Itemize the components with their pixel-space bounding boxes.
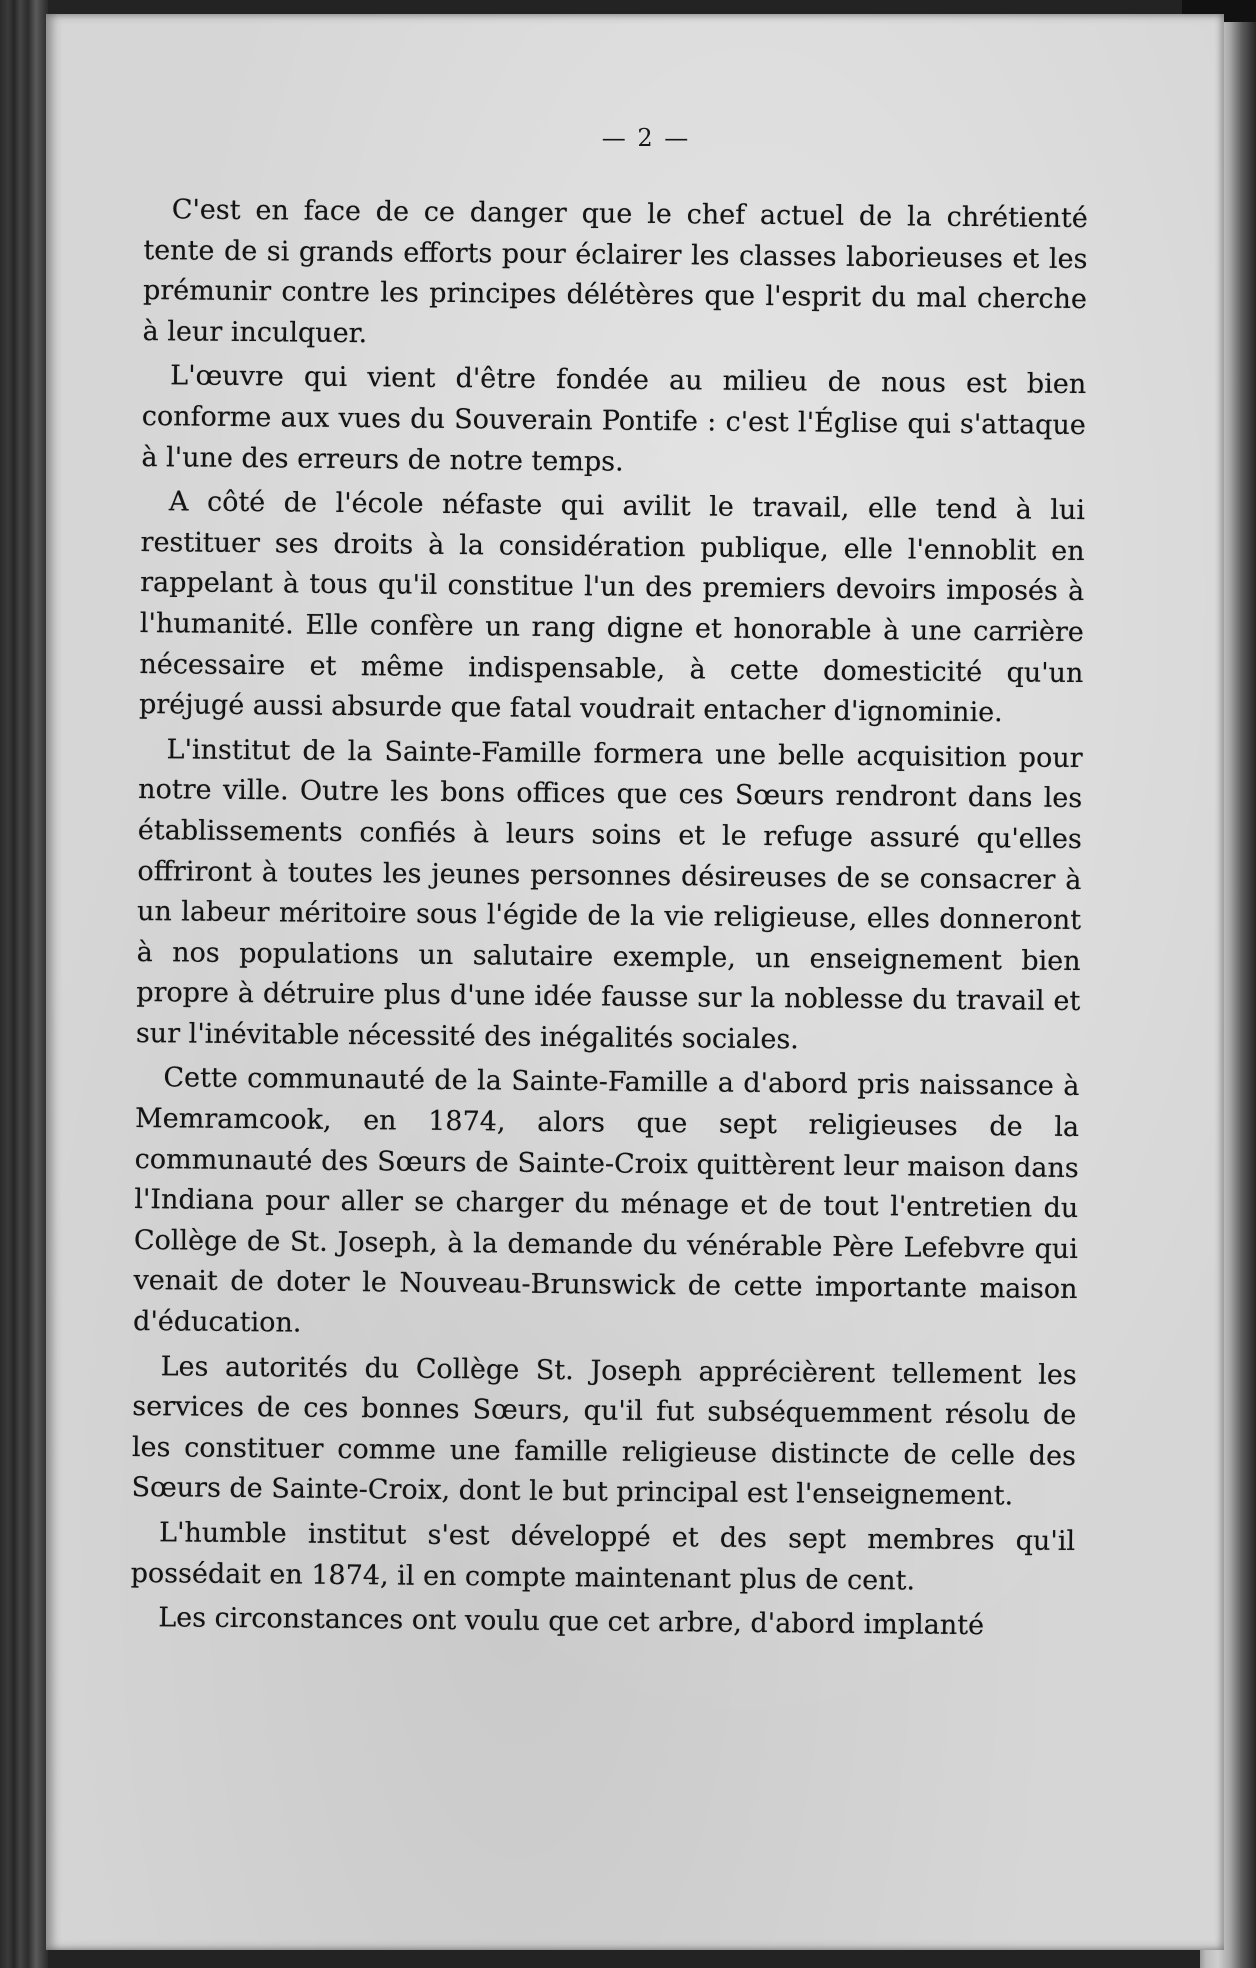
paragraph: Cette communauté de la Sainte-Famille a d'abord pris naissance à Memramcook, en 1874, alors que sept religieuses de la communauté des Sœurs de Sainte-Croix quittèrent leur maison dans l'Indiana pour aller se charger du ménage et de tout l'entretien du Collège de St. Joseph, à la demande du vénérable Père Lefebvre qui venait de doter le Nouveau-Brunswick de cette importante maison d'éducation. — [132, 1062, 1080, 1339]
page-number: — 2 — — [601, 124, 691, 152]
page-body-text — [130, 190, 1088, 1652]
paragraph: Les autorités du Collège St. Joseph apprécièrent tellement les services de ces bonnes Sœurs, qu'il fut subséquemment résolu de les constituer comme une famille religieuse distincte de celle des Sœurs de Sainte-Croix, dont le but principal est l'enseignement. — [131, 1350, 1077, 1512]
paragraph: L'institut de la Sainte-Famille formera une belle acquisition pour notre ville. Outre les bons offices que ces Sœurs rendront dans les établissements confiés à leurs soins et le refuge assuré qu'elles offriront à toutes les jeunes personnes désireuses de se consacrer à un labeur méritoire sous l'égide de la vie religieuse, elles donneront à nos populations un salutaire exemple, un enseignement bien propre à détruire plus d'une idée fausse sur la noblesse du travail et sur l'inévitable nécessité des inégalités sociales. — [135, 733, 1083, 1056]
paragraph: L'humble institut s'est développé et des sept membres qu'il possédait en 1874, il en compte maintenant plus de cent. — [130, 1517, 1076, 1597]
book-left-edges — [0, 0, 48, 1968]
paragraph: Les circonstances ont voulu que cet arbre, d'abord implanté — [158, 1602, 985, 1642]
paragraph: L'œuvre qui vient d'être fondée au milieu de nous est bien conforme aux vues du Souverain Pontife : c'est l'Église qui s'attaque à l'une des erreurs de notre temps. — [141, 360, 1087, 478]
paragraph: A côté de l'école néfaste qui avilit le travail, elle tend à lui restituer ses droits à la considération publique, elle l'ennoblit en rappelant à tous qu'il constitue l'un des premiers devoirs imposés à l'humanité. Elle confère un rang digne et honorable à une carrière nécessaire et même indispensable, à cette domesticité qu'un préjugé aussi absurde que fatal voudrait entacher d'ignominie. — [138, 486, 1086, 729]
paragraph: C'est en face de ce danger que le chef actuel de la chrétienté tente de si grands efforts pour éclairer les classes laborieuses et les prémunir contre les principes délétères que l'esprit du mal cherche à leur inculquer. — [142, 194, 1088, 349]
